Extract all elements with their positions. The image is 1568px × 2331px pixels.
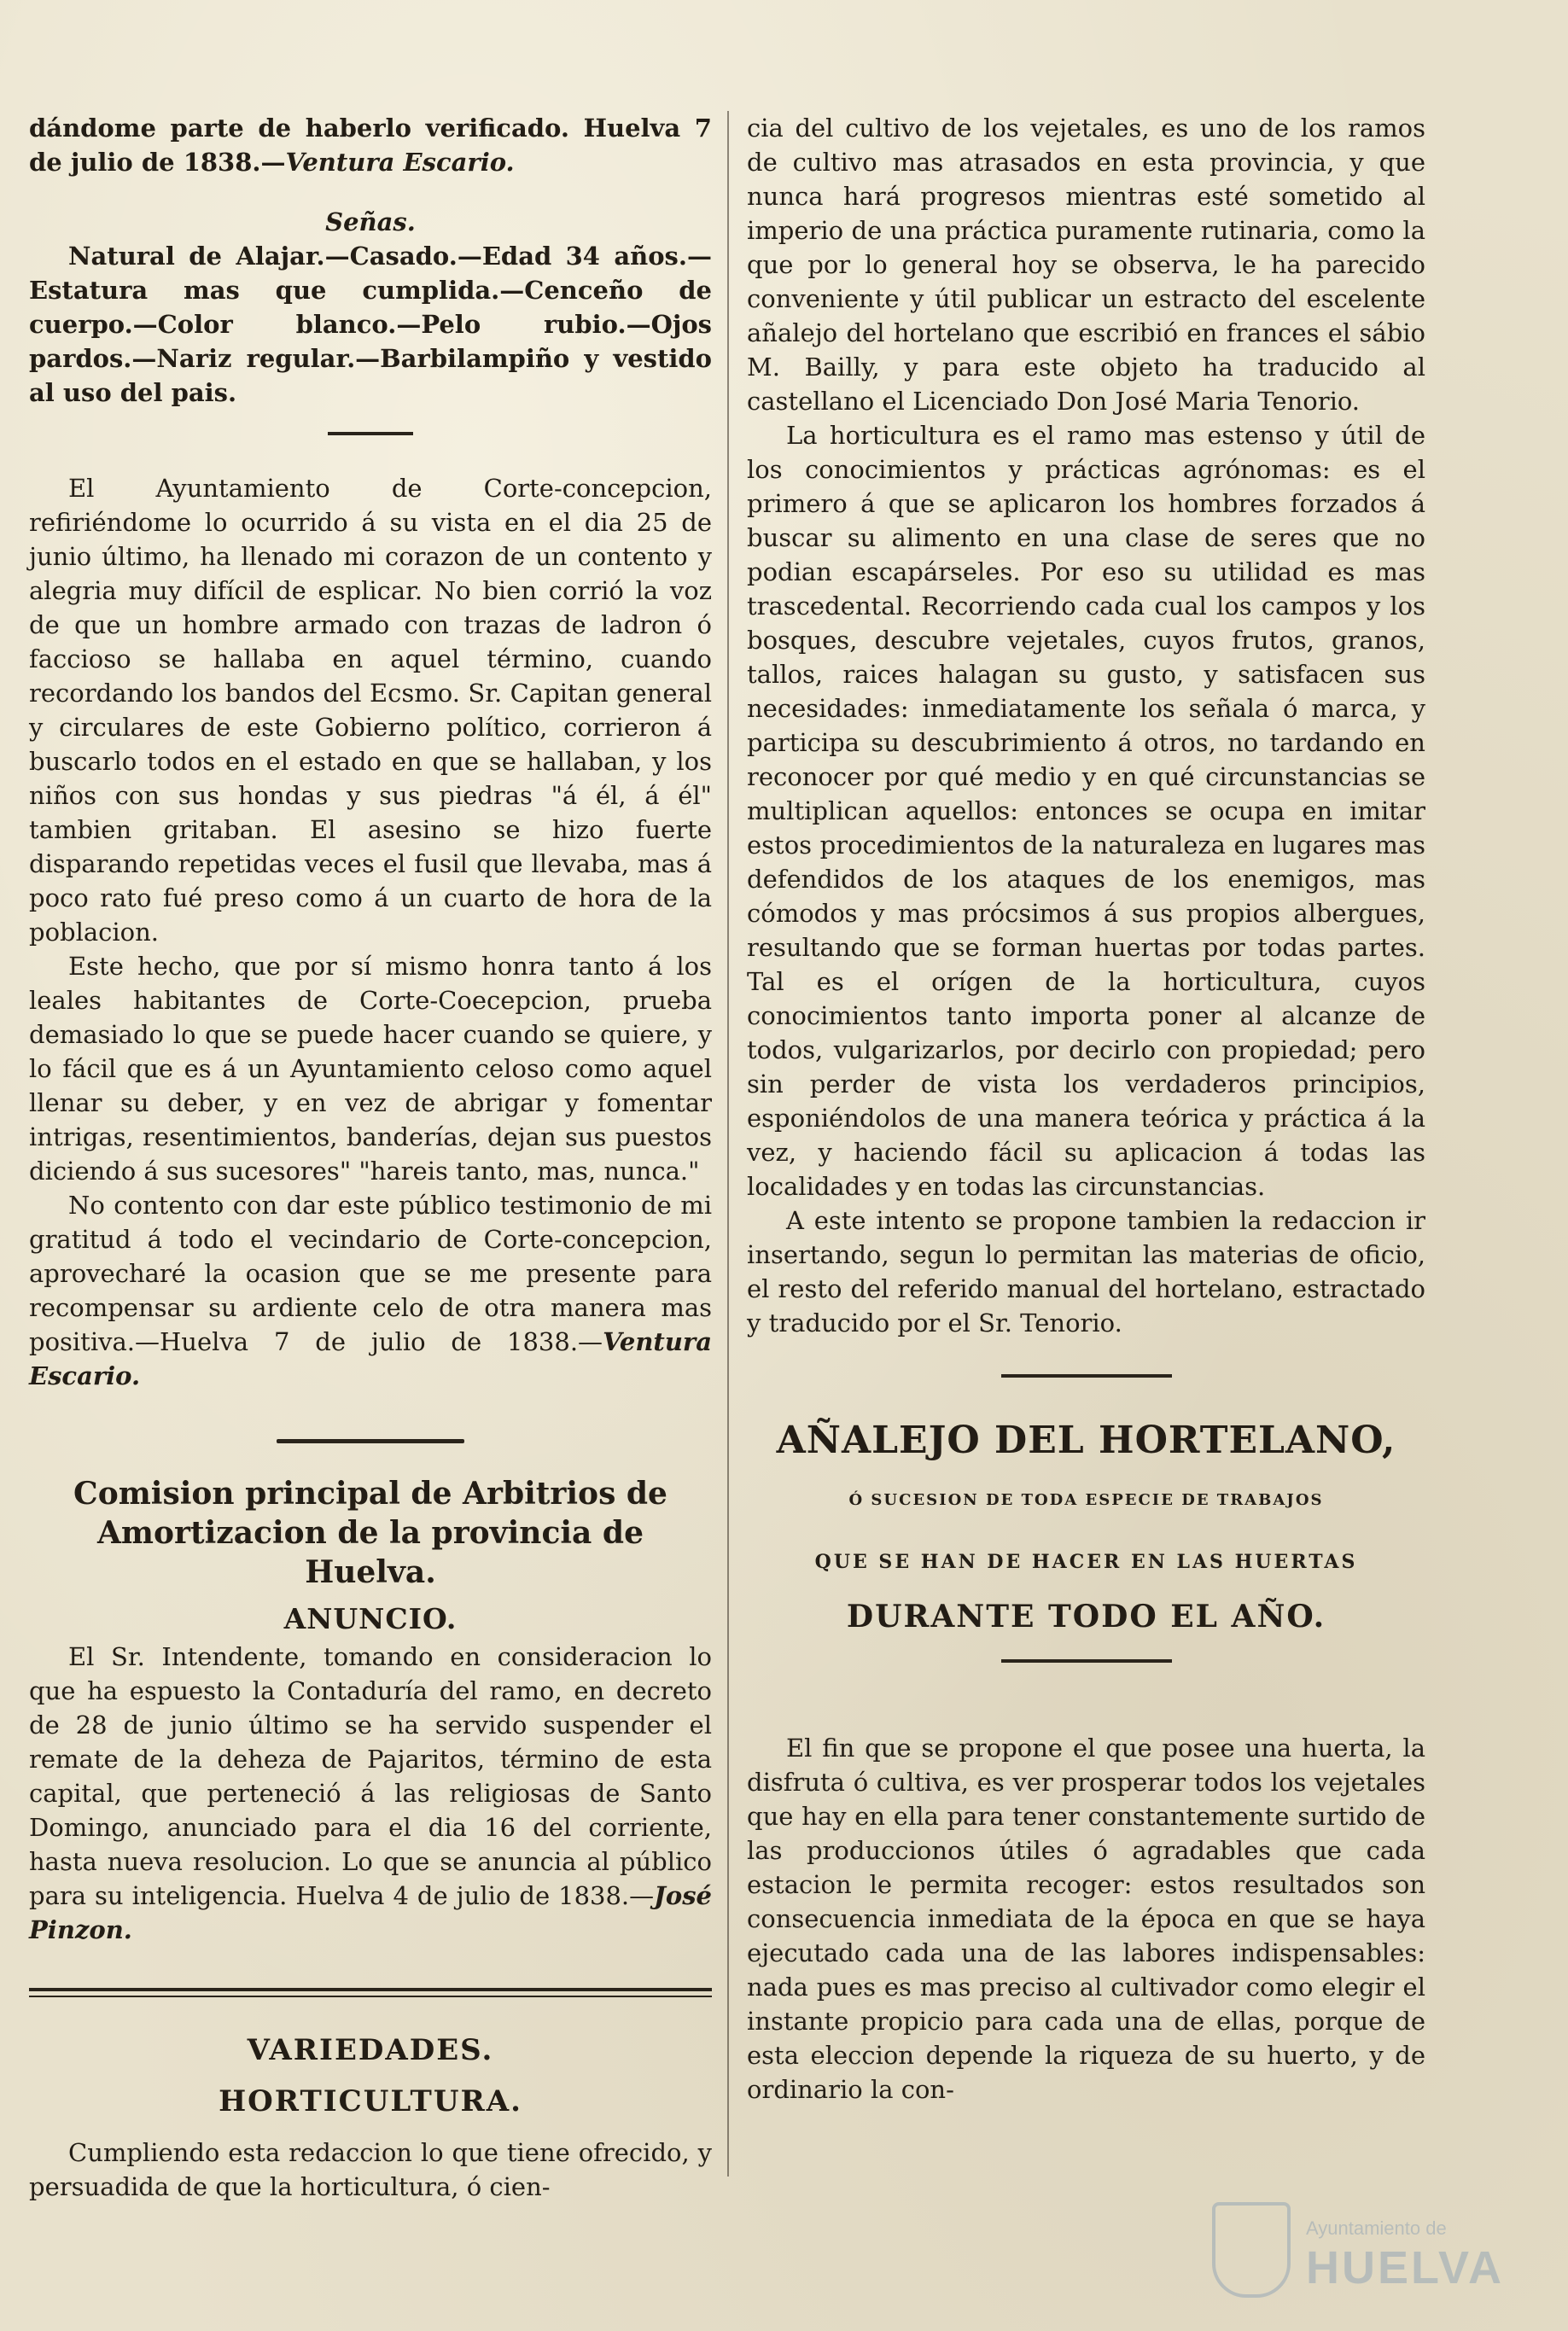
anal-subtitle-2: QUE SE HAN DE HACER EN LAS HUERTAS (814, 1551, 1358, 1573)
ornamental-divider (277, 1439, 464, 1443)
shield-icon (1212, 2202, 1291, 2298)
anuncio-text: El Sr. Intendente, tomando en consideracion lo que ha espuesto la Contaduría del ramo, en decreto de 28 de junio último se ha servido suspender el remate de la deheza de Pajaritos, término de esta capital, que perteneció á las religiosas de Santo Domingo, anunciado para el dia 16 del corriente, hasta nueva resolucion. Lo que se anuncia al público para su inteligencia. Huelva 4 de julio de 1838.— (29, 1642, 712, 1910)
right-column (747, 111, 1425, 2107)
short-divider (328, 432, 413, 435)
archive-watermark (1212, 2202, 1519, 2296)
left-paragraph-5: Cumpliendo esta redaccion lo que tiene ofrecido, y persuadida de que la horticultura, ó cien- (29, 2138, 712, 2201)
ornament-divider-top (1001, 1374, 1172, 1378)
variedades-heading: VARIEDADES. (247, 2033, 494, 2067)
senas-description: Natural de Alajar.—Casado.—Edad 34 años.—Estatura mas que cumplida.—Cenceño de cuerpo.—Color blanco.—Pelo rubio.—Ojos pardos.—Nariz regular.—Barbilampiño y vestido al uso del pais. (29, 242, 712, 407)
double-divider (29, 1988, 712, 1997)
anuncio-title: ANUNCIO. (283, 1602, 458, 1635)
left-paragraph-1 (29, 111, 712, 179)
right-paragraph-4: El fin que se propone el que posee una huerta, la disfruta ó cultiva, es ver prosperar todos los vejetales que hay en ella para tener constantemente surtido de las produccionos útiles ó agradables que cada estacion le permita recoger: estos resultados son consecuencia inmediata de la época en que se haya ejecutado cada una de las labores indispensables: nada pues es mas preciso al cultivador como elegir el instante propicio para cada una de ellas, porque de esta eleccion depende la riqueza de su huerto, y de ordinario la con- (747, 1734, 1425, 2104)
right-paragraph-1: cia del cultivo de los vejetales, es uno de los ramos de cultivo mas atrasados en esta provincia, y que nunca hará progresos mientras esté sometido al imperio de una práctica puramente rutinaria, como la que por lo general hoy se observa, le ha parecido conveniente y útil publicar un estracto del escelente añalejo del hortelano que escribió en frances el sábio M. Bailly, y para este objeto ha traducido al castellano el Licenciado Don José Maria Tenorio. (747, 114, 1425, 416)
anal-title: AÑALEJO DEL HORTELANO, (776, 1419, 1396, 1462)
left-column (29, 111, 712, 2204)
right-paragraph-3: A este intento se propone tambien la redaccion ir insertando, segun lo permitan las materias de oficio, el resto del referido manual del hortelano, estractado y traducido por el Sr. Tenorio. (747, 1206, 1425, 1337)
left-p4-text: No contento con dar este público testimonio de mi gratitud á todo el vecindario de Corte-concepcion, aprovecharé la ocasion que se me presente para recompensar su ardiente celo de otra manera mas positiva.—Huelva 7 de julio de 1838.— (29, 1191, 712, 1356)
left-p1-text: dándome parte de haberlo verificado. Huelva 7 de julio de 1838.— (29, 114, 712, 177)
left-p4-signature: Ventura Escario. (29, 1327, 712, 1390)
anuncio-body (29, 1640, 712, 1947)
watermark-small-text: Ayuntamiento de (1306, 2217, 1447, 2239)
senas-title: Señas. (325, 207, 416, 236)
anuncio-signature: José Pinzon. (29, 1881, 712, 1944)
column-divider (727, 111, 729, 2177)
anal-subtitle-1: Ó SUCESION DE TODA ESPECIE DE TRABAJOS (848, 1491, 1324, 1509)
watermark-big-text: HUELVA (1306, 2242, 1504, 2293)
anal-subtitle-3: DURANTE TODO EL AÑO. (846, 1599, 1326, 1635)
left-p1-signature: Ventura Escario. (285, 148, 515, 177)
left-paragraph-2: El Ayuntamiento de Corte-concepcion, refiriéndome lo ocurrido á su vista en el dia 25 de junio último, ha llenado mi corazon de un contento y alegria muy difícil de esplicar. No bien corrió la voz de que un hombre armado con trazas de ladron ó faccioso se hallaba en aquel término, cuando recordando los bandos del Ecsmo. Sr. Capitan general y circulares de este Gobierno político, corrieron á buscarlo todos en el estado en que se hallaban, y los niños con sus hondas y sus piedras "á él, á él" tambien gritaban. El asesino se hizo fuerte disparando repetidas veces el fusil que llevaba, mas á poco rato fué preso como á un cuarto de hora de la poblacion. (29, 474, 712, 947)
horticultura-heading: HORTICULTURA. (219, 2084, 522, 2118)
left-paragraph-4 (29, 1188, 712, 1393)
left-paragraph-3: Este hecho, que por sí mismo honra tanto á los leales habitantes de Corte-Coecepcion, prueba demasiado lo que se puede hacer cuando se quiere, y lo fácil que es á un Ayuntamiento celoso como aquel llenar su deber, y en vez de abrigar y fomentar intrigas, resentimientos, banderías, dejan sus puestos diciendo á sus sucesores" "hareis tanto, mas, nunca." (29, 952, 712, 1186)
comision-title: Comision principal de Arbitrios de Amortizacion de la provincia de Huelva. (73, 1476, 667, 1590)
right-paragraph-2: La horticultura es el ramo mas estenso y útil de los conocimientos y prácticas agrónomas: es el primero á que se aplicaron los hombres forzados á buscar su alimento en una clase de seres que no podian escapárseles. Por eso su utilidad es mas trascedental. Recorriendo cada cual los campos y los bosques, descubre vejetales, cuyos frutos, granos, tallos, raices halagan su gusto, y satisfacen sus necesidades: inmediatamente los señala ó marca, y participa su descubrimiento á otros, no tardando en reconocer por qué medio y en qué circunstancias se multiplican aquellos: entonces se ocupa en imitar estos procedimientos de la naturaleza en lugares mas defendidos de los ataques de los enemigos, mas cómodos y mas prócsimos á sus propios albergues, resultando que se forman huertas por todas partes. Tal es el orígen de la horticultura, cuyos conocimientos tanto importa poner al alcanze de todos, vulgarizarlos, por decirlo con propiedad; pero sin perder de vista los verdaderos principios, esponiéndolos de una manera teórica y práctica á la vez, y haciendo fácil su aplicacion á todas las localidades y en todas las circunstancias. (747, 421, 1425, 1201)
ornament-divider-bottom (1001, 1659, 1172, 1663)
